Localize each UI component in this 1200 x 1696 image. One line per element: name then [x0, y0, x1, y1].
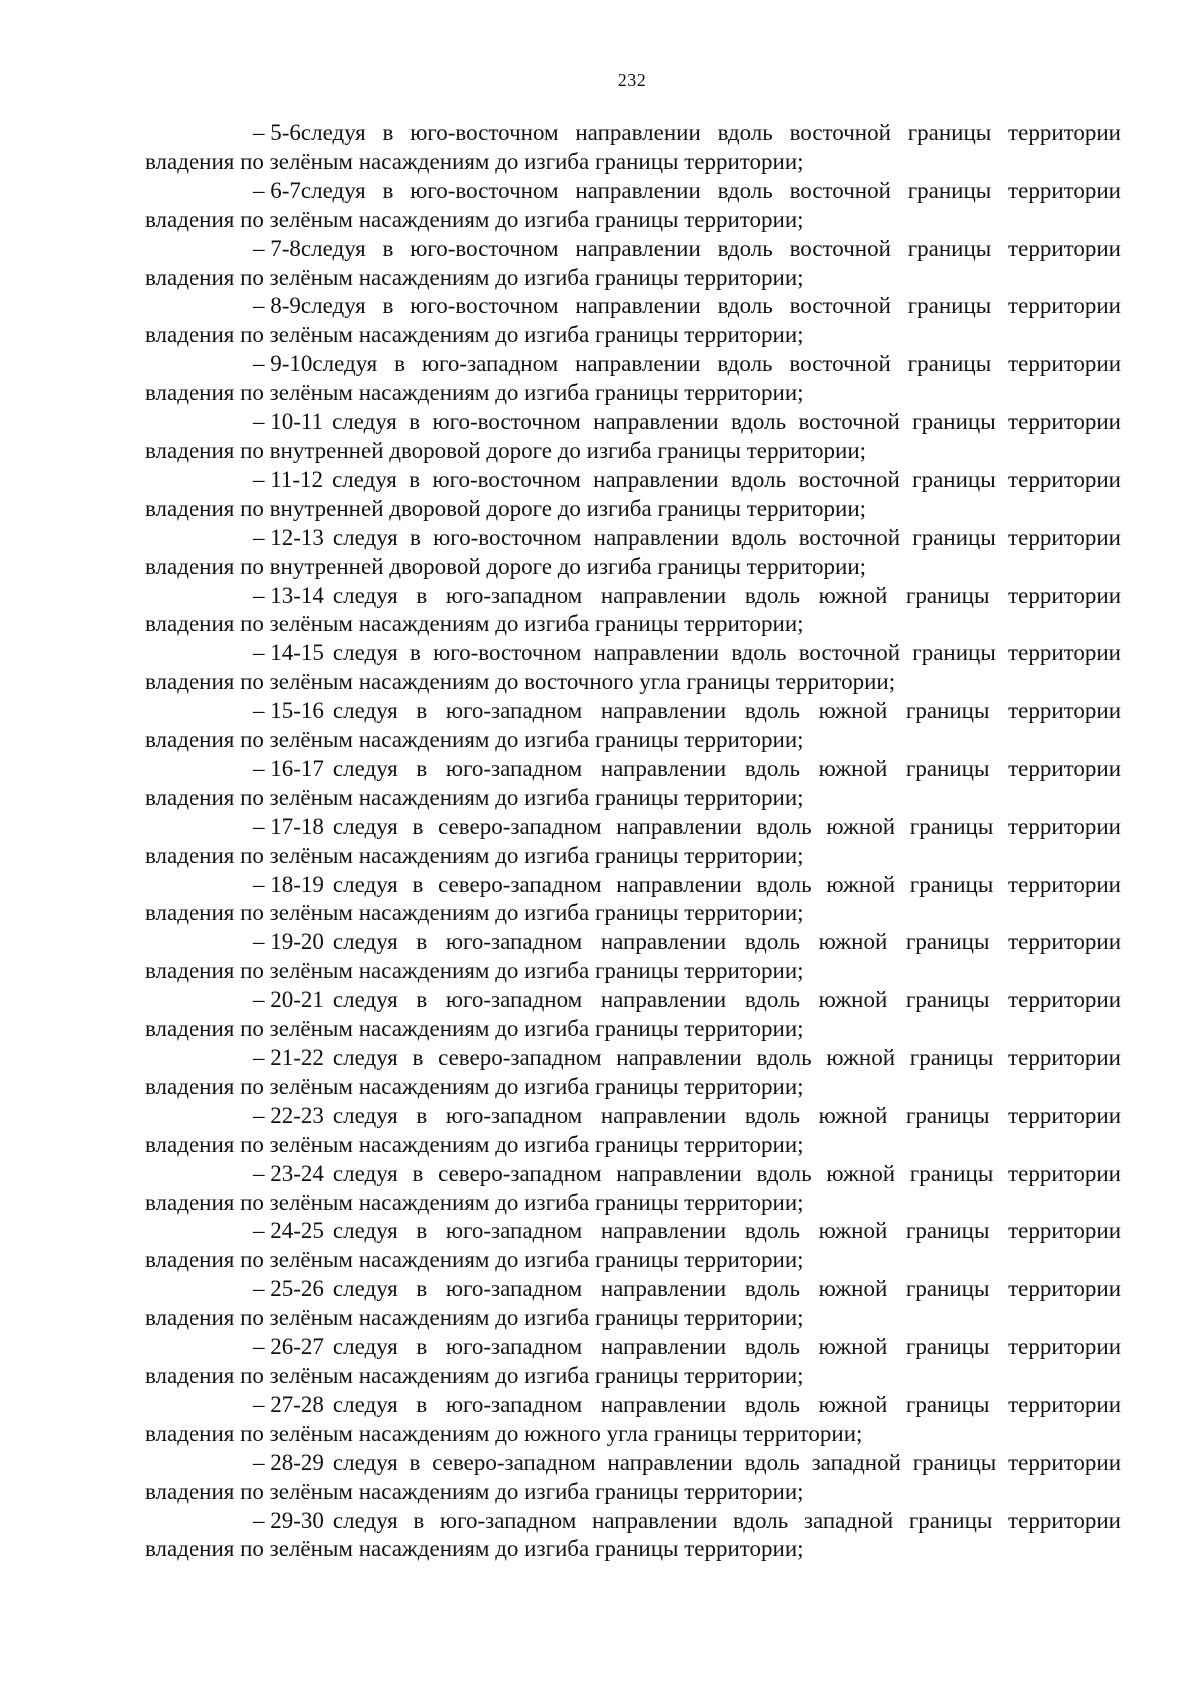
list-item: [145, 524, 1121, 582]
list-item: [145, 1160, 1121, 1218]
segment-number: – 9-10: [253, 351, 313, 377]
segment-number: – 26-27: [253, 1334, 324, 1360]
segment-number: – 7-8: [253, 235, 301, 261]
list-item: [145, 408, 1121, 466]
list-item: [145, 928, 1121, 986]
segment-number: – 23-24: [253, 1160, 324, 1186]
list-item: [145, 1333, 1121, 1391]
list-item: [145, 1044, 1121, 1102]
list-item: [145, 755, 1121, 813]
list-item: [145, 813, 1121, 871]
list-item: [145, 1275, 1121, 1333]
segment-description: следуя в юго-западном направлении вдоль южной границы территории владения по зелёным насаждениям до изгиба границы территории;: [145, 1276, 1121, 1331]
page-number: 232: [617, 70, 647, 90]
segment-description: следуя в юго-восточном направлении вдоль восточной границы территории владения по внутренней дворовой дороге до изгиба границы территории;: [145, 524, 1121, 579]
list-item: [145, 292, 1121, 350]
segment-number: – 18-19: [253, 871, 324, 897]
list-item: [145, 1217, 1121, 1275]
segment-description: следуя в юго-западном направлении вдоль южной границы территории владения по зелёным насаждениям до изгиба границы территории;: [145, 582, 1121, 637]
segment-description: следуя в юго-западном направлении вдоль южной границы территории владения по зелёным насаждениям до изгиба границы территории;: [145, 1102, 1121, 1157]
segment-number: – 5-6: [253, 120, 301, 145]
segment-description: следуя в юго-восточном направлении вдоль восточной границы территории владения по зелёным насаждениям до восточного угла границы территории;: [145, 640, 1121, 695]
segment-description: следуя в юго-восточном направлении вдоль восточной границы территории владения по зелёным насаждениям до изгиба границы территории;: [145, 120, 1121, 174]
boundary-description-list: [145, 119, 1121, 1564]
segment-description: следуя в юго-восточном направлении вдоль восточной границы территории владения по зелёным насаждениям до изгиба границы территории;: [145, 177, 1121, 232]
segment-number: – 14-15: [253, 640, 324, 666]
segment-description: следуя в северо-западном направлении вдоль западной границы территории владения по зелёным насаждениям до изгиба границы территории;: [145, 1449, 1121, 1504]
list-item: [145, 1102, 1121, 1160]
segment-description: следуя в северо-западном направлении вдоль южной границы территории владения по зелёным насаждениям до изгиба границы территории;: [145, 1045, 1121, 1099]
segment-description: следуя в юго-западном направлении вдоль южной границы территории владения по зелёным насаждениям до изгиба границы территории;: [145, 1218, 1121, 1273]
list-item: [145, 582, 1121, 640]
segment-number: – 28-29: [253, 1449, 324, 1475]
segment-description: следуя в северо-западном направлении вдоль южной границы территории владения по зелёным насаждениям до изгиба границы территории;: [145, 813, 1121, 868]
segment-number: – 12-13: [253, 524, 324, 550]
list-item: [145, 1449, 1121, 1507]
list-item: [145, 639, 1121, 697]
list-item: [145, 119, 1121, 177]
segment-description: следуя в юго-западном направлении вдоль южной границы территории владения по зелёным насаждениям до изгиба границы территории;: [145, 929, 1121, 984]
segment-description: следуя в юго-восточном направлении вдоль восточной границы территории владения по зелёным насаждениям до изгиба границы территории;: [145, 293, 1121, 348]
segment-number: – 27-28: [253, 1391, 324, 1417]
list-item: [145, 350, 1121, 408]
segment-number: – 17-18: [253, 813, 324, 839]
segment-description: следуя в юго-западном направлении вдоль южной границы территории владения по зелёным насаждениям до южного угла границы территории;: [145, 1391, 1121, 1446]
list-item: [145, 1507, 1121, 1565]
list-item: [145, 466, 1121, 524]
segment-number: – 22-23: [253, 1102, 324, 1128]
segment-description: следуя в юго-западном направлении вдоль южной границы территории владения по зелёным насаждениям до изгиба границы территории;: [145, 698, 1121, 753]
segment-number: – 13-14: [253, 582, 324, 608]
list-item: [145, 177, 1121, 235]
segment-description: следуя в юго-западном направлении вдоль восточной границы территории владения по зелёным насаждениям до изгиба границы территории;: [145, 351, 1121, 406]
segment-number: – 20-21: [253, 987, 324, 1013]
segment-description: следуя в юго-западном направлении вдоль западной границы территории владения по зелёным насаждениям до изгиба границы территории;: [145, 1507, 1121, 1562]
segment-description: следуя в юго-западном направлении вдоль южной границы территории владения по зелёным насаждениям до изгиба границы территории;: [145, 755, 1121, 810]
segment-description: следуя в северо-западном направлении вдоль южной границы территории владения по зелёным насаждениям до изгиба границы территории;: [145, 1160, 1121, 1215]
segment-description: следуя в юго-восточном направлении вдоль восточной границы территории владения по внутренней дворовой дороге до изгиба границы территории;: [145, 466, 1121, 521]
list-item: [145, 986, 1121, 1044]
list-item: [145, 871, 1121, 929]
segment-number: – 16-17: [253, 755, 324, 781]
segment-number: – 24-25: [253, 1218, 324, 1244]
segment-number: – 19-20: [253, 929, 324, 955]
segment-number: – 8-9: [253, 293, 301, 319]
segment-description: следуя в юго-восточном направлении вдоль восточной границы территории владения по зелёным насаждениям до изгиба границы территории;: [145, 235, 1121, 290]
segment-number: – 21-22: [253, 1045, 324, 1070]
list-item: [145, 235, 1121, 293]
segment-description: следуя в северо-западном направлении вдоль южной границы территории владения по зелёным насаждениям до изгиба границы территории;: [145, 871, 1121, 926]
segment-number: – 25-26: [253, 1276, 324, 1302]
segment-number: – 15-16: [253, 698, 324, 724]
segment-number: – 11-12: [253, 466, 324, 492]
segment-description: следуя в юго-восточном направлении вдоль восточной границы территории владения по внутренней дворовой дороге до изгиба границы территории;: [145, 409, 1121, 463]
list-item: [145, 697, 1121, 755]
segment-number: – 29-30: [253, 1507, 324, 1533]
segment-number: – 6-7: [253, 177, 301, 203]
segment-description: следуя в юго-западном направлении вдоль южной границы территории владения по зелёным насаждениям до изгиба границы территории;: [145, 1334, 1121, 1388]
segment-number: – 10-11: [253, 409, 324, 435]
segment-description: следуя в юго-западном направлении вдоль южной границы территории владения по зелёным насаждениям до изгиба границы территории;: [145, 987, 1121, 1042]
list-item: [145, 1391, 1121, 1449]
